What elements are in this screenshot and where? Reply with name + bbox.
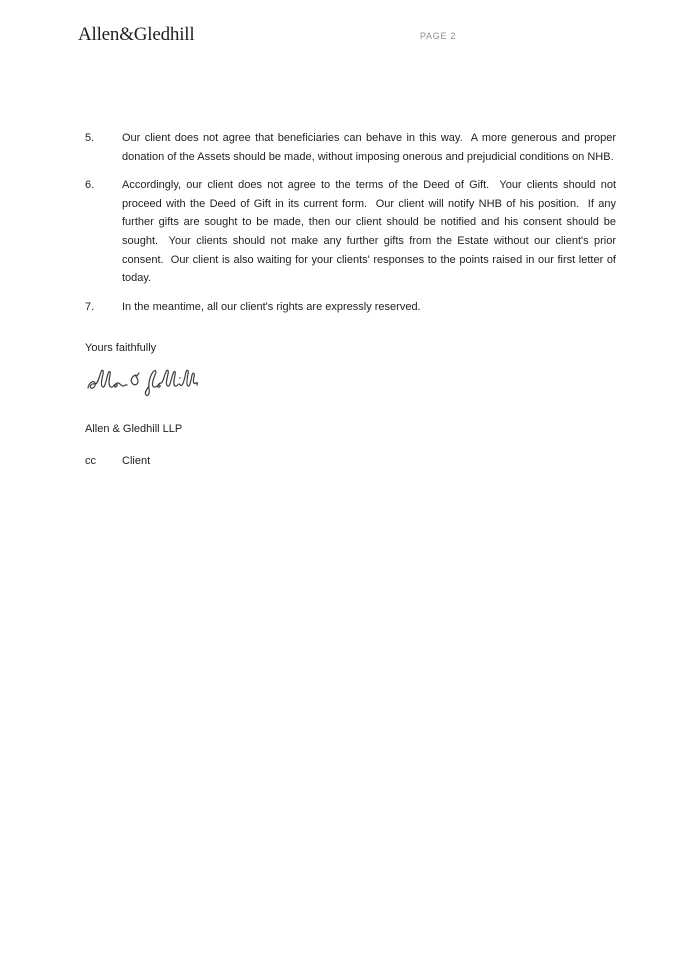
letter-body: [85, 129, 620, 470]
firm-logo: Allen&Gledhill: [78, 24, 195, 45]
paragraph-number: 6.: [85, 179, 95, 192]
cc-recipient: Client: [122, 454, 151, 467]
cc-line: [85, 452, 616, 471]
cc-label: cc: [85, 454, 96, 467]
signature-scribble-icon: [83, 366, 201, 400]
paragraph-text: Our client does not agree that beneficiaries can behave in this way. A more generous and proper donation of the Assets should be made, without imposing onerous and prejudicial conditions on NHB.: [122, 132, 620, 163]
numbered-paragraph: [85, 129, 620, 166]
handwritten-signature: [85, 366, 616, 400]
numbered-paragraph: [85, 298, 616, 317]
paragraph-text: In the meantime, all our client's rights are expressly reserved.: [122, 300, 421, 313]
numbered-paragraph: [85, 176, 620, 288]
paragraph-text: Accordingly, our client does not agree to the terms of the Deed of Gift. Your clients should not proceed with the Deed of Gift in its current form. Our client will notify NHB of his position. If any further gifts are sought to be made, then our client should be notified and his consent should be sought. Your clients should not make any further gifts from the Estate without our client's prior consent. Our client is also waiting for your clients' responses to the points raised in our first letter of today.: [122, 179, 620, 285]
valediction: Yours faithfully: [85, 342, 157, 355]
paragraph-number: 7.: [85, 300, 95, 313]
paragraph-number: 5.: [85, 132, 95, 144]
firm-name: Allen & Gledhill LLP: [85, 422, 183, 435]
page-number-label: PAGE 2: [420, 31, 457, 41]
